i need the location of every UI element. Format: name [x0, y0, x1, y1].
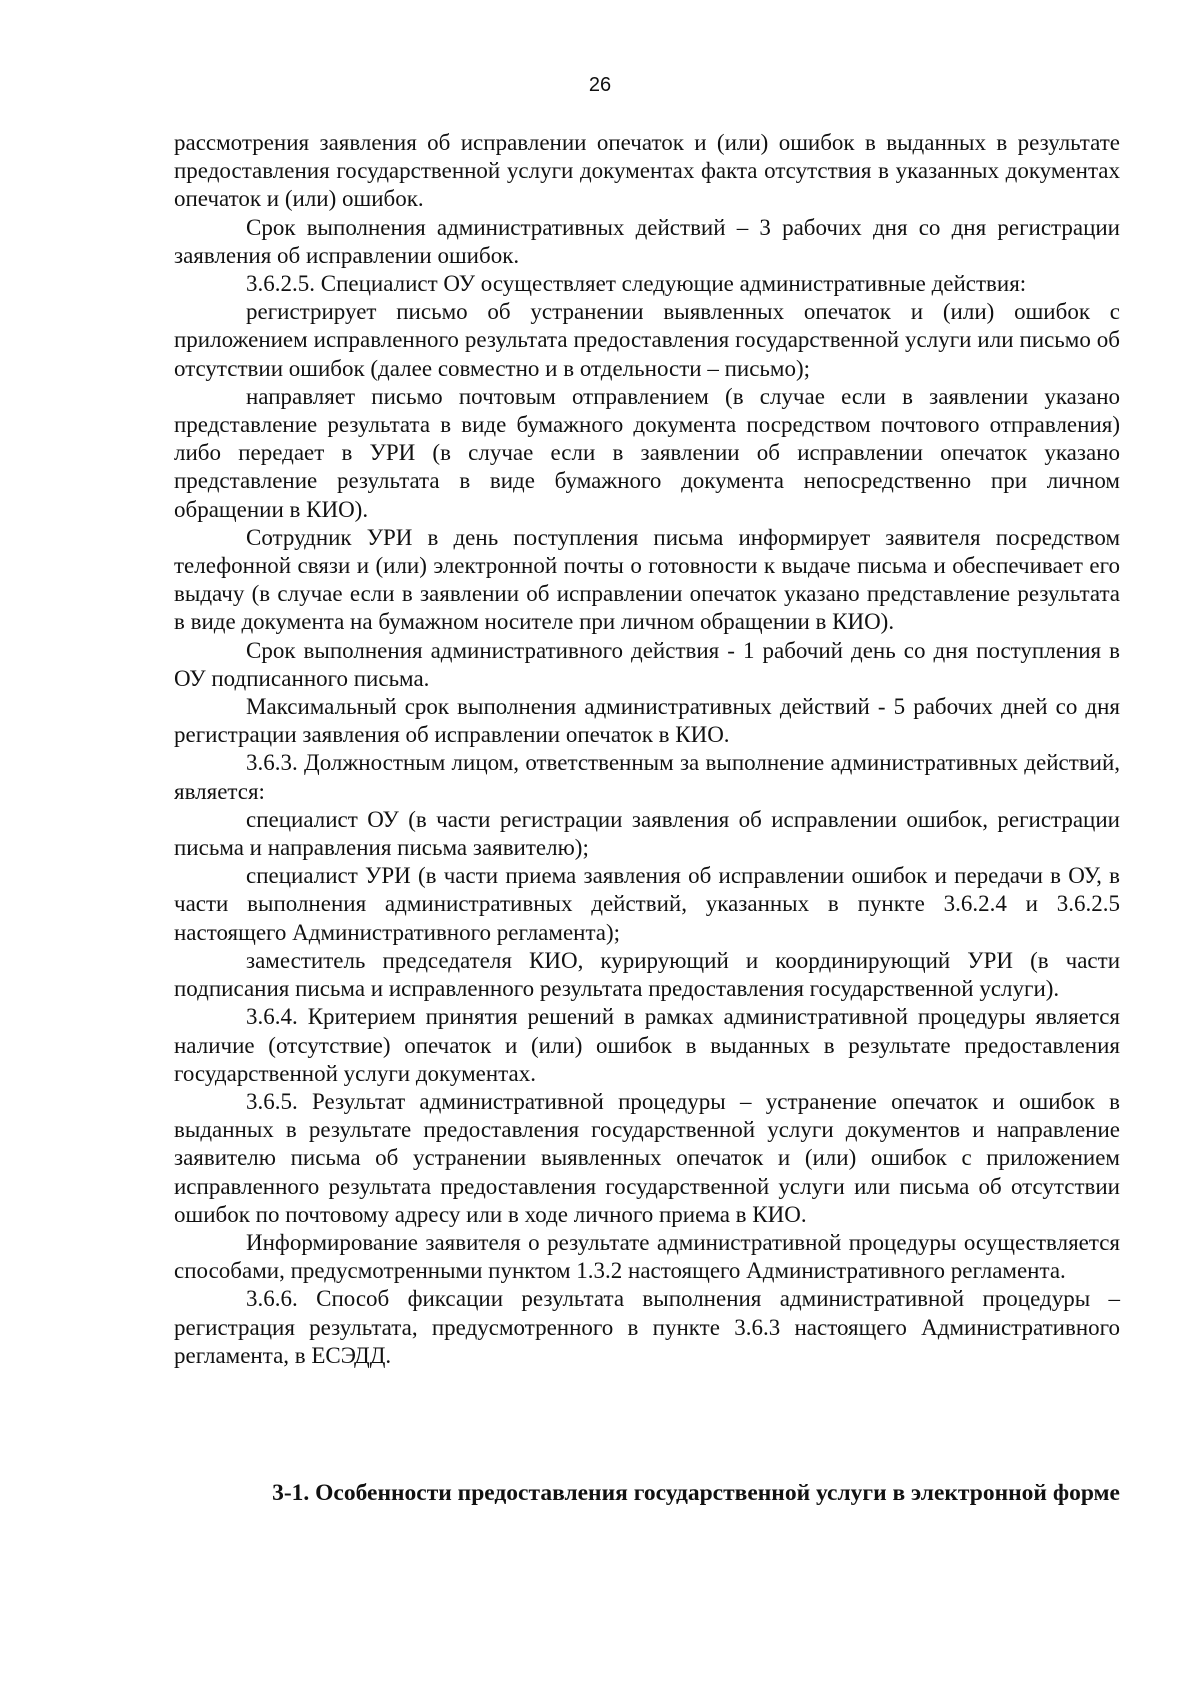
- document-body: [174, 129, 1120, 1370]
- paragraph-specialist-uri: специалист УРИ (в части приема заявления об исправлении ошибок и передачи в ОУ, в части выполнения административных действий, указанных в пункте 3.6.2.4 и 3.6.2.5 настоящего Административного регламента);: [174, 863, 1120, 945]
- page-number: 26: [588, 74, 612, 96]
- paragraph-continuation: рассмотрения заявления об исправлении опечаток и (или) ошибок в выданных в результате предоставления государственной услуги документах факта отсутствия в указанных документах опечаток и (или) ошибок.: [174, 130, 1120, 212]
- paragraph-specialist-ou: специалист ОУ (в части регистрации заявления об исправлении ошибок, регистрации письма и направления письма заявителю);: [174, 806, 1120, 861]
- paragraph-3-6-3: 3.6.3. Должностным лицом, ответственным за выполнение административных действий, является:: [174, 750, 1120, 804]
- paragraph-uri-employee: Сотрудник УРИ в день поступления письма информирует заявителя посредством телефонной связи и (или) электронной почты о готовности к выдаче письма и обеспечивает его выдачу (в случае если в заявлении об исправлении опечаток указано представление результата в виде документа на бумажном носителе при личном обращении в КИО).: [174, 524, 1120, 635]
- section-heading: 3-1. Особенности предоставления государственной услуги в электронной форме: [272, 1480, 1120, 1506]
- paragraph-max-deadline: Максимальный срок выполнения административных действий - 5 рабочих дней со дня регистрации заявления об исправлении опечаток в КИО.: [174, 694, 1120, 748]
- paragraph-registers-letter: регистрирует письмо об устранении выявленных опечаток и (или) ошибок с приложением исправленного результата предоставления государственной услуги или письмо об отсутствии ошибок (далее совместно и в отдельности – письмо);: [174, 299, 1120, 381]
- paragraph-3-6-4: 3.6.4. Критерием принятия решений в рамках административной процедуры является наличие (отсутствие) опечаток и (или) ошибок в выданных в результате предоставления государственной услуги документах.: [174, 1004, 1120, 1086]
- paragraph-informing: Информирование заявителя о результате административной процедуры осуществляется способами, предусмотренными пунктом 1.3.2 настоящего Административного регламента.: [174, 1229, 1120, 1284]
- paragraph-3-6-2-5: 3.6.2.5. Специалист ОУ осуществляет следующие административные действия:: [246, 271, 1027, 297]
- paragraph-deadline-1-day: Срок выполнения административного действия - 1 рабочий день со дня поступления в ОУ подписанного письма.: [174, 637, 1120, 691]
- paragraph-deadline-3-days: Срок выполнения административных действий – 3 рабочих дня со дня регистрации заявления об исправлении ошибок.: [174, 214, 1120, 268]
- paragraph-sends-letter: направляет письмо почтовым отправлением (в случае если в заявлении указано представление результата в виде бумажного документа посредством почтового отправления) либо передает в УРИ (в случае если в заявлении об исправлении опечаток указано представление результата в виде бумажного документа непосредственно при личном обращении в КИО).: [174, 383, 1120, 522]
- paragraph-3-6-5: 3.6.5. Результат административной процедуры – устранение опечаток и ошибок в выданных в результате предоставления государственной услуги документов и направление заявителю письма об устранении выявленных опечаток и (или) ошибок с приложением исправленного результата предоставления государственной услуги или письма об отсутствии ошибок по почтовому адресу или в ходе личного приема в КИО.: [174, 1088, 1120, 1227]
- paragraph-deputy-chairman: заместитель председателя КИО, курирующий и координирующий УРИ (в части подписания письма и исправленного результата предоставления государственной услуги).: [174, 947, 1120, 1002]
- paragraph-3-6-6: 3.6.6. Способ фиксации результата выполнения административной процедуры – регистрация результата, предусмотренного в пункте 3.6.3 настоящего Административного регламента, в ЕСЭДД.: [174, 1286, 1120, 1368]
